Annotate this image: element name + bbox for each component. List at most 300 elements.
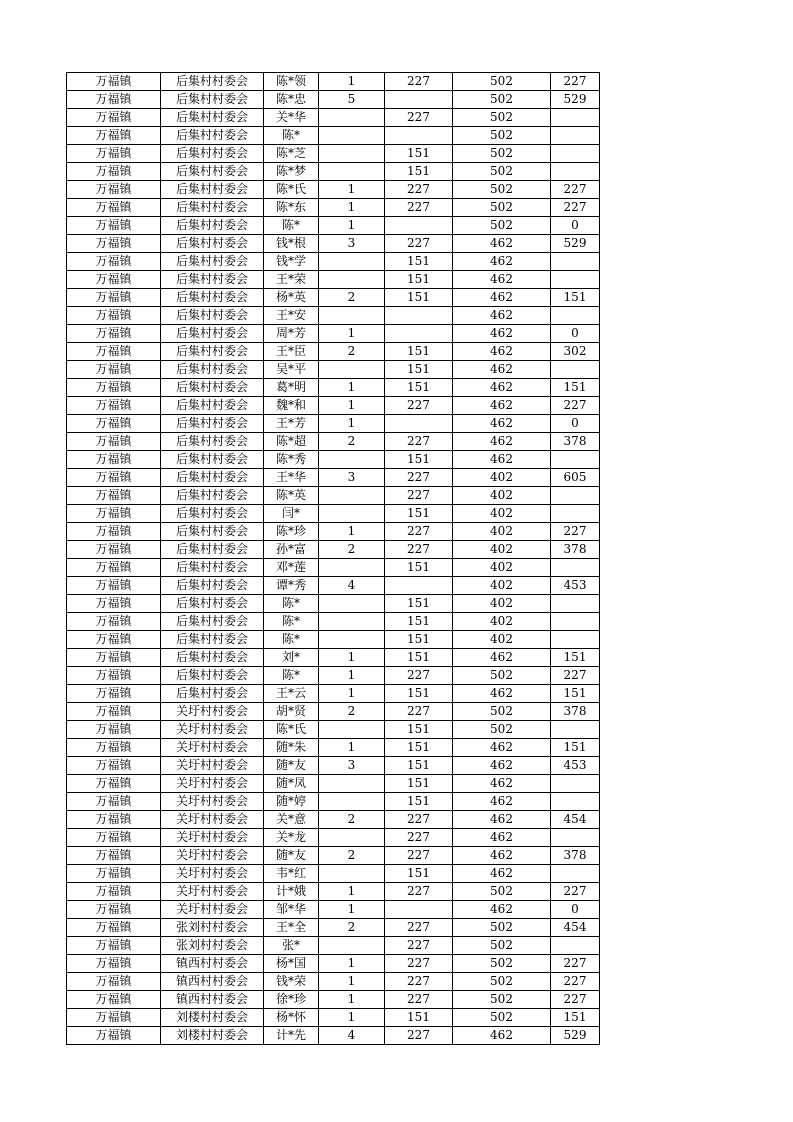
total-cell: 227 (551, 181, 600, 199)
table-row (67, 235, 600, 253)
amount-b-cell: 502 (453, 991, 551, 1009)
amount-a-cell: 227 (385, 955, 453, 973)
village-cell: 关圩村村委会 (161, 703, 264, 721)
table-row (67, 73, 600, 91)
name-cell: 随*友 (264, 757, 319, 775)
amount-b-cell: 462 (453, 649, 551, 667)
name-cell: 邹*华 (264, 901, 319, 919)
table-row (67, 631, 600, 649)
table-row (67, 181, 600, 199)
count-cell (319, 163, 385, 181)
amount-a-cell: 151 (385, 631, 453, 649)
town-cell: 万福镇 (67, 343, 161, 361)
total-cell (551, 487, 600, 505)
table-row (67, 1009, 600, 1027)
name-cell: 陈*梦 (264, 163, 319, 181)
table-row (67, 1027, 600, 1045)
table-row (67, 811, 600, 829)
total-cell: 151 (551, 289, 600, 307)
count-cell: 1 (319, 685, 385, 703)
town-cell: 万福镇 (67, 235, 161, 253)
total-cell: 378 (551, 541, 600, 559)
amount-b-cell: 462 (453, 829, 551, 847)
count-cell: 3 (319, 757, 385, 775)
amount-b-cell: 462 (453, 793, 551, 811)
amount-b-cell: 502 (453, 973, 551, 991)
amount-b-cell: 462 (453, 253, 551, 271)
total-cell (551, 307, 600, 325)
total-cell: 454 (551, 811, 600, 829)
name-cell: 计*娥 (264, 883, 319, 901)
amount-a-cell: 151 (385, 343, 453, 361)
data-table (66, 72, 600, 1045)
amount-b-cell: 502 (453, 1009, 551, 1027)
total-cell (551, 163, 600, 181)
total-cell (551, 271, 600, 289)
village-cell: 后集村村委会 (161, 541, 264, 559)
amount-b-cell: 402 (453, 559, 551, 577)
amount-a-cell (385, 325, 453, 343)
total-cell: 0 (551, 217, 600, 235)
count-cell (319, 145, 385, 163)
total-cell (551, 937, 600, 955)
village-cell: 关圩村村委会 (161, 775, 264, 793)
town-cell: 万福镇 (67, 73, 161, 91)
count-cell (319, 487, 385, 505)
village-cell: 后集村村委会 (161, 667, 264, 685)
amount-a-cell: 227 (385, 469, 453, 487)
town-cell: 万福镇 (67, 271, 161, 289)
amount-a-cell: 151 (385, 595, 453, 613)
table-row (67, 145, 600, 163)
count-cell (319, 829, 385, 847)
total-cell (551, 793, 600, 811)
amount-a-cell: 227 (385, 109, 453, 127)
amount-a-cell: 227 (385, 523, 453, 541)
town-cell: 万福镇 (67, 217, 161, 235)
amount-b-cell: 462 (453, 235, 551, 253)
amount-a-cell: 151 (385, 361, 453, 379)
name-cell: 韦*红 (264, 865, 319, 883)
total-cell: 0 (551, 901, 600, 919)
count-cell: 1 (319, 415, 385, 433)
count-cell: 3 (319, 235, 385, 253)
town-cell: 万福镇 (67, 307, 161, 325)
amount-b-cell: 502 (453, 73, 551, 91)
amount-a-cell: 151 (385, 865, 453, 883)
table-row (67, 955, 600, 973)
village-cell: 镇西村村委会 (161, 991, 264, 1009)
village-cell: 关圩村村委会 (161, 739, 264, 757)
amount-b-cell: 462 (453, 451, 551, 469)
amount-a-cell: 151 (385, 793, 453, 811)
count-cell: 1 (319, 73, 385, 91)
village-cell: 关圩村村委会 (161, 865, 264, 883)
town-cell: 万福镇 (67, 865, 161, 883)
name-cell: 徐*珍 (264, 991, 319, 1009)
total-cell: 0 (551, 415, 600, 433)
town-cell: 万福镇 (67, 883, 161, 901)
village-cell: 后集村村委会 (161, 397, 264, 415)
amount-b-cell: 502 (453, 703, 551, 721)
table-row (67, 757, 600, 775)
village-cell: 关圩村村委会 (161, 811, 264, 829)
village-cell: 镇西村村委会 (161, 973, 264, 991)
total-cell: 227 (551, 991, 600, 1009)
amount-a-cell: 227 (385, 1027, 453, 1045)
town-cell: 万福镇 (67, 649, 161, 667)
name-cell: 王*云 (264, 685, 319, 703)
amount-b-cell: 502 (453, 217, 551, 235)
total-cell: 378 (551, 703, 600, 721)
count-cell: 1 (319, 181, 385, 199)
count-cell: 1 (319, 217, 385, 235)
table-row (67, 991, 600, 1009)
name-cell: 王*全 (264, 919, 319, 937)
amount-a-cell: 151 (385, 685, 453, 703)
amount-a-cell: 227 (385, 667, 453, 685)
village-cell: 后集村村委会 (161, 343, 264, 361)
table-row (67, 109, 600, 127)
name-cell: 杨*怀 (264, 1009, 319, 1027)
total-cell: 151 (551, 379, 600, 397)
table-row (67, 973, 600, 991)
amount-a-cell: 151 (385, 739, 453, 757)
name-cell: 闫* (264, 505, 319, 523)
amount-a-cell: 227 (385, 541, 453, 559)
total-cell (551, 613, 600, 631)
count-cell: 5 (319, 91, 385, 109)
amount-b-cell: 502 (453, 955, 551, 973)
amount-b-cell: 462 (453, 901, 551, 919)
name-cell: 王*芳 (264, 415, 319, 433)
count-cell: 1 (319, 649, 385, 667)
name-cell: 陈*东 (264, 199, 319, 217)
amount-a-cell: 151 (385, 757, 453, 775)
town-cell: 万福镇 (67, 829, 161, 847)
name-cell: 王*臣 (264, 343, 319, 361)
table-row (67, 469, 600, 487)
count-cell: 1 (319, 883, 385, 901)
name-cell: 陈*氏 (264, 721, 319, 739)
count-cell (319, 307, 385, 325)
table-row (67, 199, 600, 217)
amount-a-cell: 227 (385, 433, 453, 451)
amount-b-cell: 502 (453, 883, 551, 901)
table-row (67, 451, 600, 469)
total-cell: 227 (551, 199, 600, 217)
count-cell: 1 (319, 667, 385, 685)
village-cell: 关圩村村委会 (161, 793, 264, 811)
town-cell: 万福镇 (67, 937, 161, 955)
village-cell: 关圩村村委会 (161, 901, 264, 919)
total-cell (551, 631, 600, 649)
total-cell (551, 145, 600, 163)
village-cell: 后集村村委会 (161, 451, 264, 469)
town-cell: 万福镇 (67, 433, 161, 451)
amount-b-cell: 462 (453, 433, 551, 451)
town-cell: 万福镇 (67, 559, 161, 577)
village-cell: 后集村村委会 (161, 631, 264, 649)
table-row (67, 289, 600, 307)
total-cell: 378 (551, 847, 600, 865)
amount-a-cell (385, 127, 453, 145)
village-cell: 后集村村委会 (161, 505, 264, 523)
town-cell: 万福镇 (67, 379, 161, 397)
count-cell (319, 775, 385, 793)
town-cell: 万福镇 (67, 415, 161, 433)
total-cell (551, 127, 600, 145)
table-row (67, 739, 600, 757)
table-body (67, 73, 600, 1045)
count-cell: 2 (319, 289, 385, 307)
table-row (67, 541, 600, 559)
count-cell (319, 595, 385, 613)
name-cell: 关*华 (264, 109, 319, 127)
table-row (67, 253, 600, 271)
town-cell: 万福镇 (67, 739, 161, 757)
table-row (67, 325, 600, 343)
name-cell: 钱*学 (264, 253, 319, 271)
village-cell: 镇西村村委会 (161, 955, 264, 973)
town-cell: 万福镇 (67, 1027, 161, 1045)
amount-b-cell: 402 (453, 541, 551, 559)
amount-a-cell: 151 (385, 253, 453, 271)
amount-a-cell: 151 (385, 721, 453, 739)
amount-b-cell: 462 (453, 847, 551, 865)
amount-a-cell: 227 (385, 811, 453, 829)
table-row (67, 361, 600, 379)
total-cell: 227 (551, 973, 600, 991)
amount-b-cell: 502 (453, 721, 551, 739)
amount-b-cell: 402 (453, 487, 551, 505)
name-cell: 陈* (264, 127, 319, 145)
village-cell: 刘楼村村委会 (161, 1027, 264, 1045)
amount-a-cell: 227 (385, 397, 453, 415)
name-cell: 陈*珍 (264, 523, 319, 541)
town-cell: 万福镇 (67, 541, 161, 559)
total-cell: 227 (551, 955, 600, 973)
town-cell: 万福镇 (67, 703, 161, 721)
name-cell: 陈* (264, 667, 319, 685)
amount-b-cell: 402 (453, 469, 551, 487)
village-cell: 后集村村委会 (161, 127, 264, 145)
town-cell: 万福镇 (67, 127, 161, 145)
village-cell: 后集村村委会 (161, 469, 264, 487)
count-cell: 1 (319, 955, 385, 973)
table-row (67, 343, 600, 361)
village-cell: 后集村村委会 (161, 613, 264, 631)
total-cell (551, 505, 600, 523)
village-cell: 后集村村委会 (161, 145, 264, 163)
village-cell: 后集村村委会 (161, 595, 264, 613)
total-cell (551, 559, 600, 577)
count-cell (319, 631, 385, 649)
amount-a-cell: 151 (385, 559, 453, 577)
village-cell: 关圩村村委会 (161, 829, 264, 847)
table-row (67, 613, 600, 631)
town-cell: 万福镇 (67, 199, 161, 217)
amount-a-cell: 151 (385, 1009, 453, 1027)
amount-a-cell: 151 (385, 163, 453, 181)
amount-a-cell: 227 (385, 487, 453, 505)
village-cell: 关圩村村委会 (161, 721, 264, 739)
amount-a-cell: 151 (385, 613, 453, 631)
name-cell: 王*荣 (264, 271, 319, 289)
table-row (67, 397, 600, 415)
town-cell: 万福镇 (67, 613, 161, 631)
town-cell: 万福镇 (67, 487, 161, 505)
village-cell: 关圩村村委会 (161, 757, 264, 775)
name-cell: 陈* (264, 217, 319, 235)
town-cell: 万福镇 (67, 361, 161, 379)
total-cell: 227 (551, 883, 600, 901)
name-cell: 陈*超 (264, 433, 319, 451)
table-row (67, 379, 600, 397)
count-cell: 2 (319, 703, 385, 721)
name-cell: 陈*忠 (264, 91, 319, 109)
amount-a-cell: 151 (385, 505, 453, 523)
village-cell: 后集村村委会 (161, 433, 264, 451)
amount-b-cell: 502 (453, 919, 551, 937)
amount-b-cell: 502 (453, 145, 551, 163)
count-cell: 1 (319, 991, 385, 1009)
town-cell: 万福镇 (67, 847, 161, 865)
name-cell: 张* (264, 937, 319, 955)
amount-a-cell (385, 217, 453, 235)
amount-a-cell (385, 307, 453, 325)
village-cell: 后集村村委会 (161, 307, 264, 325)
amount-b-cell: 462 (453, 325, 551, 343)
town-cell: 万福镇 (67, 505, 161, 523)
count-cell: 2 (319, 433, 385, 451)
table-row (67, 217, 600, 235)
village-cell: 后集村村委会 (161, 559, 264, 577)
count-cell (319, 559, 385, 577)
table-row (67, 649, 600, 667)
amount-b-cell: 462 (453, 775, 551, 793)
table-row (67, 919, 600, 937)
amount-b-cell: 402 (453, 577, 551, 595)
amount-a-cell: 227 (385, 973, 453, 991)
village-cell: 关圩村村委会 (161, 847, 264, 865)
amount-a-cell: 151 (385, 451, 453, 469)
name-cell: 陈* (264, 631, 319, 649)
name-cell: 随*婷 (264, 793, 319, 811)
village-cell: 后集村村委会 (161, 199, 264, 217)
table-row (67, 721, 600, 739)
amount-b-cell: 462 (453, 343, 551, 361)
name-cell: 杨*国 (264, 955, 319, 973)
count-cell: 4 (319, 1027, 385, 1045)
total-cell (551, 361, 600, 379)
amount-a-cell: 151 (385, 775, 453, 793)
name-cell: 钱*根 (264, 235, 319, 253)
village-cell: 张刘村村委会 (161, 937, 264, 955)
amount-b-cell: 462 (453, 415, 551, 433)
table-row (67, 505, 600, 523)
amount-b-cell: 462 (453, 361, 551, 379)
table-row (67, 127, 600, 145)
village-cell: 后集村村委会 (161, 685, 264, 703)
amount-b-cell: 502 (453, 199, 551, 217)
total-cell (551, 595, 600, 613)
amount-a-cell: 151 (385, 649, 453, 667)
count-cell (319, 253, 385, 271)
table-row (67, 793, 600, 811)
count-cell (319, 721, 385, 739)
total-cell (551, 775, 600, 793)
town-cell: 万福镇 (67, 955, 161, 973)
count-cell: 1 (319, 199, 385, 217)
count-cell: 1 (319, 1009, 385, 1027)
count-cell: 4 (319, 577, 385, 595)
village-cell: 后集村村委会 (161, 487, 264, 505)
table-row (67, 883, 600, 901)
town-cell: 万福镇 (67, 811, 161, 829)
name-cell: 陈*秀 (264, 451, 319, 469)
count-cell: 2 (319, 541, 385, 559)
name-cell: 王*华 (264, 469, 319, 487)
town-cell: 万福镇 (67, 289, 161, 307)
amount-b-cell: 462 (453, 1027, 551, 1045)
count-cell: 1 (319, 901, 385, 919)
table-row (67, 703, 600, 721)
name-cell: 胡*贤 (264, 703, 319, 721)
village-cell: 后集村村委会 (161, 289, 264, 307)
table-row (67, 577, 600, 595)
total-cell: 529 (551, 91, 600, 109)
town-cell: 万福镇 (67, 667, 161, 685)
table-row (67, 829, 600, 847)
count-cell: 1 (319, 739, 385, 757)
count-cell (319, 271, 385, 289)
count-cell (319, 613, 385, 631)
village-cell: 后集村村委会 (161, 163, 264, 181)
town-cell: 万福镇 (67, 991, 161, 1009)
town-cell: 万福镇 (67, 1009, 161, 1027)
name-cell: 邓*莲 (264, 559, 319, 577)
count-cell: 2 (319, 847, 385, 865)
total-cell: 227 (551, 397, 600, 415)
name-cell: 刘* (264, 649, 319, 667)
amount-b-cell: 402 (453, 613, 551, 631)
table-row (67, 433, 600, 451)
count-cell: 2 (319, 919, 385, 937)
name-cell: 陈* (264, 595, 319, 613)
amount-a-cell: 227 (385, 937, 453, 955)
amount-b-cell: 462 (453, 379, 551, 397)
amount-a-cell (385, 577, 453, 595)
table-row (67, 775, 600, 793)
name-cell: 随*友 (264, 847, 319, 865)
total-cell (551, 451, 600, 469)
village-cell: 后集村村委会 (161, 649, 264, 667)
amount-a-cell: 151 (385, 289, 453, 307)
total-cell: 302 (551, 343, 600, 361)
total-cell: 151 (551, 685, 600, 703)
count-cell: 1 (319, 379, 385, 397)
amount-b-cell: 462 (453, 757, 551, 775)
count-cell (319, 937, 385, 955)
name-cell: 陈*领 (264, 73, 319, 91)
amount-b-cell: 502 (453, 91, 551, 109)
town-cell: 万福镇 (67, 181, 161, 199)
amount-b-cell: 462 (453, 289, 551, 307)
name-cell: 随*朱 (264, 739, 319, 757)
count-cell (319, 109, 385, 127)
total-cell: 151 (551, 739, 600, 757)
